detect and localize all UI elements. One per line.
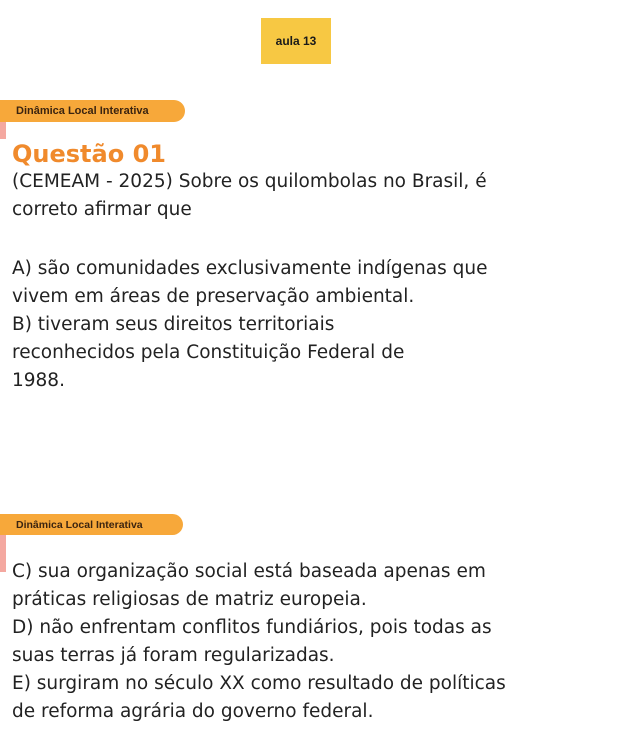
option-d-line-2: suas terras já foram regularizadas. bbox=[12, 645, 335, 666]
aula-badge bbox=[261, 18, 331, 64]
option-d-line-1: D) não enfrentam conflitos fundiários, pois todas as bbox=[12, 617, 492, 638]
section-pill-top bbox=[0, 100, 185, 122]
option-b-line-1: B) tiveram seus direitos territoriais bbox=[12, 314, 335, 335]
section-pill-bottom bbox=[0, 514, 183, 535]
option-b-line-3: 1988. bbox=[12, 370, 65, 391]
section-label-bottom: Dinâmica Local Interativa bbox=[16, 518, 143, 531]
option-c-line-1: C) sua organização social está baseada apenas em bbox=[12, 561, 486, 582]
question-title: Questão 01 bbox=[12, 140, 166, 168]
option-e-line-1: E) surgiram no século XX como resultado de políticas bbox=[12, 673, 506, 694]
stem-line: correto afirmar que bbox=[12, 199, 192, 220]
aula-label: aula 13 bbox=[275, 34, 317, 48]
option-e-line-2: de reforma agrária do governo federal. bbox=[12, 701, 374, 722]
option-b-line-2: reconhecidos pela Constituição Federal de bbox=[12, 342, 405, 363]
stem-line: (CEMEAM - 2025) Sobre os quilombolas no Brasil, é bbox=[12, 171, 487, 192]
option-a-line-2: vivem em áreas de preservação ambiental. bbox=[12, 286, 415, 307]
options-first-group bbox=[12, 255, 487, 395]
section-label-top: Dinâmica Local Interativa bbox=[16, 105, 149, 117]
options-second-group bbox=[12, 558, 506, 726]
option-a-line-1: A) são comunidades exclusivamente indígenas que bbox=[12, 258, 488, 279]
question-stem bbox=[12, 168, 487, 224]
option-c-line-2: práticas religiosas de matriz europeia. bbox=[12, 589, 367, 610]
